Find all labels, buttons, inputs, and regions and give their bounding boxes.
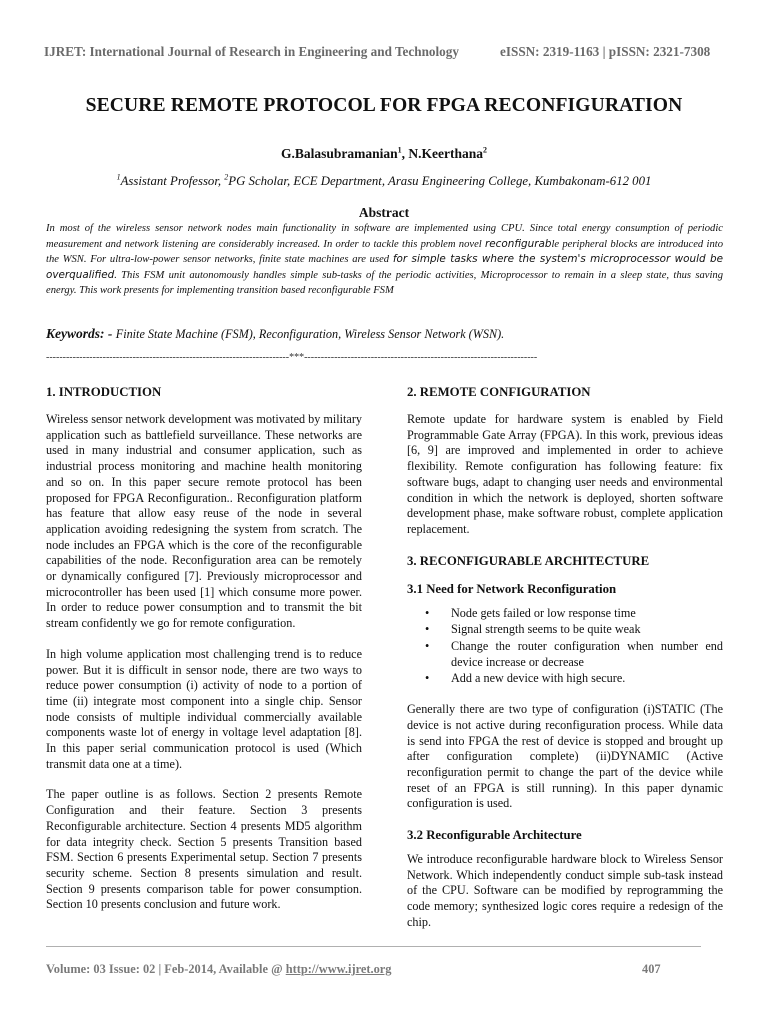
affiliation-line <box>0 174 768 189</box>
affil-role-1: Assistant Professor, <box>120 174 225 188</box>
abstract-part-1: In most of the wireless sensor network nodes main functionality in software are implemented using CPU. Since total energy consumption of periodic measurement and network listening are considerably increased. In order to tackle this problem novel <box>46 223 723 250</box>
reconfig-arch-heading: 3. RECONFIGURABLE ARCHITECTURE <box>407 553 650 568</box>
need-reconfig-heading: 3.1 Need for Network Reconfiguration <box>407 581 617 596</box>
keywords-label: Keywords: - <box>46 326 116 341</box>
remote-config-paragraph: Remote update for hardware system is enabled by Field Programmable Gate Array (FPGA). In this work, previous ideas [6, 9] are improved and implemented in order to achieve flexibility. Remote configuration has following feature: fix software bugs, adapt to changing user needs and environmental condition in which the network is deployed, shorten software development phase, make software robust, complete application replacement. <box>407 412 723 536</box>
affil-role-2: PG Scholar, ECE Department, Arasu Engineering College, Kumbakonam-612 001 <box>228 174 652 188</box>
author-1-sup: 1 <box>397 145 402 155</box>
author-2: N.Keerthana <box>408 146 484 161</box>
section-separator: -------------------------------------------------------------------------***---------------------------------------------------------------------- <box>46 352 538 363</box>
intro-heading: 1. INTRODUCTION <box>46 385 162 399</box>
reconfig-arch-paragraph: We introduce reconfigurable hardware block to Wireless Sensor Network. Which independently conduct simple sub-task instead of the CPU. Software can be modified by reprogramming the code memory; synthesized logic cores require a redesign of the chip. <box>407 852 723 929</box>
journal-name: IJRET: International Journal of Research in Engineering and Technology <box>44 44 459 59</box>
list-item: • Signal strength seems to be quite weak <box>451 622 723 638</box>
affil-sup-1: 1 <box>116 172 121 182</box>
author-line <box>0 146 768 162</box>
abstract-body <box>46 221 723 299</box>
list-item: • Add a new device with high secure. <box>451 671 723 687</box>
keywords-line <box>46 326 726 342</box>
author-2-sup: 2 <box>483 145 488 155</box>
abstract-handwritten-1: reconfigurab <box>485 237 552 250</box>
remote-config-heading: 2. REMOTE CONFIGURATION <box>407 385 591 399</box>
config-types-paragraph: Generally there are two type of configuration (i)STATIC (The device is not active during reconfiguration process. While data is send into FPGA the rest of device is stopped and brought up after configuration complete) (ii)DYNAMIC (Active reconfiguration permit to change the part of the device while reset of an FPGA is still running). In this paper dynamic configuration is used. <box>407 702 723 811</box>
footer-text: Volume: 03 Issue: 02 | Feb-2014, Available @ <box>46 962 286 976</box>
footer-link[interactable]: http://www.ijret.org <box>285 962 392 976</box>
intro-paragraph-2: In high volume application most challenging trend is to reduce power. But it is difficult in sensor node, there are two ways to reduce power consumption (i) activity of node to a portion of time (ii) integrate most component into a single chip. Sensor node consists of multiple individual commercially available components waste lot of energy in voltage level adaptation [8]. In this paper serial communication protocol is used (Which transmit data one at a time). <box>46 646 362 771</box>
page-number: 407 <box>642 962 661 976</box>
intro-paragraph-3: The paper outline is as follows. Section 2 presents Remote Configuration and their feature. Section 3 presents Reconfigurable architecture. Section 4 presents MD5 algorithm for data integrity check. Section 5 presents Transition based FSM. Section 6 presents Experimental setup. Section 7 presents security scheme. Section 8 presents simulation and result. Section 9 presents comparison table for power consumption. Section 10 presents conclusion and future work. <box>46 787 362 912</box>
page-footer <box>46 962 676 977</box>
right-column <box>407 384 723 946</box>
running-header <box>44 44 724 60</box>
author-1: G.Balasubramanian <box>280 146 398 161</box>
reconfig-arch-subheading: 3.2 Reconfigurable Architecture <box>407 828 582 843</box>
list-item: • Change the router configuration when number end device increase or decrease <box>451 639 723 670</box>
abstract-part-3: . This FSM unit autonomously handles simple sub-tasks of the periodic activities, Microprocessor to remain in a sleep state, thus saving energy. This work presents for implementing transition based reconfigurable FSM <box>46 269 723 297</box>
keywords-text: Finite State Machine (FSM), Reconfiguration, Wireless Sensor Network (WSN). <box>115 327 505 341</box>
abstract-part-2: le peripheral blocks are introduced into the WSN. For ultra-low-power sensor networks, finite state machines are used <box>46 238 723 266</box>
author-separator: , <box>401 146 409 161</box>
abstract-handwritten-2: for simple tasks where the system's microprocessor would be overqualified <box>46 253 723 281</box>
issn-text: eISSN: 2319-1163 | pISSN: 2321-7308 <box>500 44 711 59</box>
need-reconfig-list <box>407 606 723 688</box>
intro-paragraph-1: Wireless sensor network development was motivated by military application such as battlefield surveillance. These networks are used in many industrial and consumer application, such as industrial process monitoring and machine health monitoring and so on. In this paper secure remote protocol has been proposed for FPGA Reconfiguration.. Reconfiguration platform has feature that allow easy reuse of the node in several application avoiding redesigning the system from scratch. The node includes an FPGA which is the core of the reconfigurable capabilities of the node. Reconfiguration area can be remotely or dynamically configured [7]. Previously microprocessor and microcontroller has been used [1] which consume more power. In order to reduce power consumption and to transmit the bit stream confidently we go for remote configuration. <box>46 412 362 631</box>
paper-title: SECURE REMOTE PROTOCOL FOR FPGA RECONFIGURATION <box>85 95 683 116</box>
left-column <box>46 384 362 928</box>
list-item: • Node gets failed or low response time <box>451 606 723 622</box>
abstract-heading: Abstract <box>358 205 410 220</box>
affil-sup-2: 2 <box>224 172 229 182</box>
footer-rule <box>46 946 701 947</box>
